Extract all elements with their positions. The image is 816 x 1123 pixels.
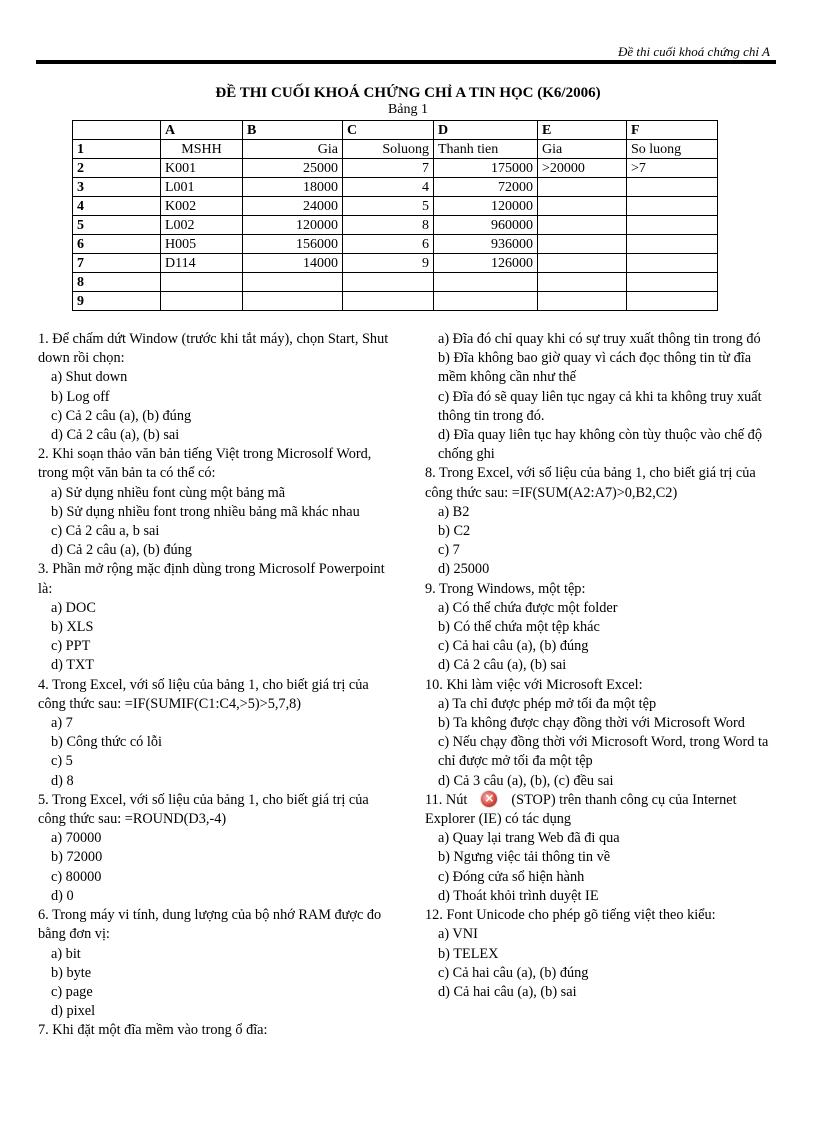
row-number: 5 xyxy=(73,216,161,235)
table-cell xyxy=(538,292,627,311)
option-text: a) DOC xyxy=(51,599,96,616)
option-text: c) 5 xyxy=(51,753,73,770)
row-number: 7 xyxy=(73,254,161,273)
option-text: b) byte xyxy=(51,964,92,981)
table-row xyxy=(73,197,718,216)
answer-option xyxy=(38,714,400,733)
question-stem: 2. Khi soạn thảo văn bản tiếng Việt trong Microsolf Word, trong một văn bản ta có thể có: xyxy=(38,446,372,482)
option-text: d) pixel xyxy=(51,1003,96,1020)
table-cell xyxy=(627,292,718,311)
table-cell: 126000 xyxy=(434,254,538,273)
answer-option xyxy=(425,637,781,656)
table-caption: Bảng 1 xyxy=(387,102,429,117)
table-cell xyxy=(538,273,627,292)
table-cell: H005 xyxy=(161,235,243,254)
table-row xyxy=(73,178,718,197)
table-cell: 120000 xyxy=(243,216,343,235)
table-row xyxy=(73,216,718,235)
left-column xyxy=(38,330,400,1041)
question-4 xyxy=(38,676,400,791)
table-row xyxy=(73,235,718,254)
answer-option xyxy=(38,522,400,541)
answer-option xyxy=(38,887,400,906)
option-text: b) Có thể chứa một tệp khác xyxy=(438,619,600,636)
answer-option xyxy=(38,1002,400,1021)
answer-option xyxy=(425,426,781,464)
answer-option xyxy=(425,388,781,426)
answer-option xyxy=(38,868,400,887)
table-cell: 72000 xyxy=(434,178,538,197)
option-text: d) Cả 2 câu (a), (b) sai xyxy=(438,657,567,674)
question-5 xyxy=(38,791,400,906)
option-text: a) Quay lại trang Web đã đi qua xyxy=(438,830,620,847)
answer-option xyxy=(425,925,781,944)
table-cell: 7 xyxy=(343,159,434,178)
table-cell: Gia xyxy=(538,140,627,159)
option-text: a) bit xyxy=(51,945,81,962)
table-cell: >7 xyxy=(627,159,718,178)
answer-option xyxy=(425,848,781,867)
table-cell: 14000 xyxy=(243,254,343,273)
option-text: c) 80000 xyxy=(51,868,102,885)
question-3 xyxy=(38,560,400,675)
table-cell: 4 xyxy=(343,178,434,197)
question-9 xyxy=(425,580,781,676)
question-2 xyxy=(38,445,400,560)
question-8 xyxy=(425,464,781,579)
option-text: b) 72000 xyxy=(51,849,103,866)
option-text: c) Cả 2 câu a, b sai xyxy=(51,523,160,540)
answer-option xyxy=(425,829,781,848)
row-number: 9 xyxy=(73,292,161,311)
option-text: a) Sử dụng nhiều font cùng một bảng mã xyxy=(51,484,286,501)
question-11 xyxy=(425,791,781,906)
answer-option xyxy=(38,407,400,426)
option-text: d) Đĩa quay liên tục hay không còn tùy thuộc vào chế độ chống ghi xyxy=(438,427,762,463)
table-cell: 9 xyxy=(343,254,434,273)
option-text: a) 70000 xyxy=(51,830,102,847)
table-cell: D114 xyxy=(161,254,243,273)
table-cell xyxy=(434,292,538,311)
table-header-row xyxy=(73,121,718,140)
question-6 xyxy=(38,906,400,1021)
option-text: b) TELEX xyxy=(438,945,499,962)
table-cell xyxy=(627,197,718,216)
answer-option xyxy=(38,656,400,675)
table-cell xyxy=(627,235,718,254)
table-cell: E xyxy=(538,121,627,140)
answer-option xyxy=(38,752,400,771)
answer-option xyxy=(425,983,781,1002)
answer-option xyxy=(38,772,400,791)
answer-option xyxy=(425,503,781,522)
option-text: c) Đóng cửa sổ hiện hành xyxy=(438,868,585,885)
option-text: d) 8 xyxy=(51,772,74,789)
answer-option xyxy=(425,964,781,983)
table-cell: 6 xyxy=(343,235,434,254)
table-cell: Soluong xyxy=(343,140,434,159)
row-number: 3 xyxy=(73,178,161,197)
table-cell: K002 xyxy=(161,197,243,216)
option-text: c) Cả hai câu (a), (b) đúng xyxy=(438,964,589,981)
option-text: b) Log off xyxy=(51,388,110,405)
answer-option xyxy=(38,733,400,752)
table-cell: K001 xyxy=(161,159,243,178)
answer-option xyxy=(425,714,781,733)
table-cell xyxy=(538,235,627,254)
exam-title: ĐỀ THI CUỐI KHOÁ CHỨNG CHỈ A TIN HỌC (K6/2006) xyxy=(215,85,601,101)
table-cell: 936000 xyxy=(434,235,538,254)
row-number: 1 xyxy=(73,140,161,159)
table-cell xyxy=(161,273,243,292)
question-12 xyxy=(425,906,781,1002)
option-text: d) Cả hai câu (a), (b) sai xyxy=(438,983,577,1000)
table-cell xyxy=(434,273,538,292)
question-stem: 7. Khi đặt một đĩa mềm vào trong ổ đĩa: xyxy=(38,1022,268,1039)
table-cell: 24000 xyxy=(243,197,343,216)
table-cell xyxy=(343,273,434,292)
table-cell: L001 xyxy=(161,178,243,197)
stop-icon xyxy=(481,791,497,807)
answer-option xyxy=(38,618,400,637)
answer-option xyxy=(38,945,400,964)
answer-option xyxy=(38,637,400,656)
question-stem: 3. Phần mở rộng mặc định dùng trong Microsolf Powerpoint là: xyxy=(38,561,385,597)
table-cell xyxy=(538,197,627,216)
table-cell xyxy=(627,178,718,197)
answer-option xyxy=(38,426,400,445)
table-cell xyxy=(627,216,718,235)
table-cell xyxy=(243,273,343,292)
table-cell: MSHH xyxy=(161,140,243,159)
option-text: d) Cả 2 câu (a), (b) sai xyxy=(51,427,180,444)
option-text: b) Đĩa không bao giờ quay vì cách đọc thông tin từ đĩa mềm không cần như thế xyxy=(438,350,752,386)
right-column xyxy=(425,330,781,1002)
table-cell xyxy=(73,121,161,140)
table-cell xyxy=(538,216,627,235)
answer-option xyxy=(425,868,781,887)
option-text: d) Thoát khỏi trình duyệt IE xyxy=(438,887,599,904)
option-text: a) VNI xyxy=(438,926,478,943)
question-stem: 10. Khi làm việc với Microsoft Excel: xyxy=(425,676,643,693)
table-cell xyxy=(538,178,627,197)
option-text: a) Shut down xyxy=(51,369,128,386)
option-text: b) Sử dụng nhiều font trong nhiều bảng mã khác nhau xyxy=(51,503,360,520)
option-text: d) 0 xyxy=(51,887,74,904)
answer-option xyxy=(38,503,400,522)
option-text: c) Nếu chạy đồng thời với Microsoft Word, trong Word ta chỉ được mở tối đa một tệp xyxy=(438,734,769,770)
answer-option xyxy=(38,983,400,1002)
answer-option xyxy=(38,964,400,983)
table-cell xyxy=(627,273,718,292)
option-text: c) PPT xyxy=(51,638,91,655)
question-stem: 9. Trong Windows, một tệp: xyxy=(425,580,586,597)
answer-option xyxy=(425,599,781,618)
table-cell xyxy=(243,292,343,311)
option-text: a) 7 xyxy=(51,715,73,732)
question-stem: 8. Trong Excel, với số liệu của bảng 1, cho biết giá trị của công thức sau: =IF(SUM(A2:A7)>0,B2,C2) xyxy=(425,465,756,501)
row-number: 2 xyxy=(73,159,161,178)
table-row xyxy=(73,273,718,292)
question-1 xyxy=(38,330,400,445)
answer-option xyxy=(425,522,781,541)
table-row xyxy=(73,292,718,311)
table-cell: 5 xyxy=(343,197,434,216)
table-cell: 175000 xyxy=(434,159,538,178)
answer-option xyxy=(425,330,781,349)
table-cell xyxy=(161,292,243,311)
answer-option xyxy=(38,541,400,560)
table-cell: 960000 xyxy=(434,216,538,235)
answer-option xyxy=(425,695,781,714)
table-cell: 156000 xyxy=(243,235,343,254)
table-cell: Gia xyxy=(243,140,343,159)
row-number: 8 xyxy=(73,273,161,292)
answer-option xyxy=(425,887,781,906)
table-cell: 18000 xyxy=(243,178,343,197)
answer-option xyxy=(425,560,781,579)
answer-option xyxy=(38,848,400,867)
question-stem: 6. Trong máy vi tính, dung lượng của bộ nhớ RAM được đo bằng đơn vị: xyxy=(38,907,382,943)
option-text: a) Có thể chứa được một folder xyxy=(438,599,618,616)
answer-option xyxy=(425,772,781,791)
answer-option xyxy=(38,829,400,848)
table-cell: C xyxy=(343,121,434,140)
option-text: c) 7 xyxy=(438,542,460,559)
table-row xyxy=(73,140,718,159)
question-stem: 12. Font Unicode cho phép gõ tiếng việt theo kiểu: xyxy=(425,907,716,924)
table-cell: 25000 xyxy=(243,159,343,178)
header-rule xyxy=(36,61,776,64)
answer-option xyxy=(425,349,781,387)
question-7 xyxy=(38,1021,400,1040)
running-header: Đề thi cuối khoá chứng chỉ A xyxy=(36,44,776,61)
option-text: c) Đĩa đó sẽ quay liên tục ngay cả khi ta không truy xuất thông tin trong đó. xyxy=(438,388,762,424)
table-cell: B xyxy=(243,121,343,140)
answer-option xyxy=(38,388,400,407)
option-text: c) Cả hai câu (a), (b) đúng xyxy=(438,638,589,655)
option-text: b) XLS xyxy=(51,619,94,636)
option-text: d) Cả 2 câu (a), (b) đúng xyxy=(51,542,192,559)
table-cell xyxy=(627,254,718,273)
table-cell: So luong xyxy=(627,140,718,159)
option-text: d) Cả 3 câu (a), (b), (c) đều sai xyxy=(438,772,614,789)
table-cell xyxy=(343,292,434,311)
question-stem: 5. Trong Excel, với số liệu của bảng 1, cho biết giá trị của công thức sau: =ROUND(D3,-4) xyxy=(38,791,369,828)
option-text: a) Đĩa đó chỉ quay khi có sự truy xuất thông tin trong đó xyxy=(438,331,761,347)
table-cell: Thanh tien xyxy=(434,140,538,159)
answer-option xyxy=(425,618,781,637)
table-cell: D xyxy=(434,121,538,140)
answer-option xyxy=(38,368,400,387)
table-cell: F xyxy=(627,121,718,140)
row-number: 4 xyxy=(73,197,161,216)
stem-part: 11. Nút xyxy=(425,791,468,808)
table-cell: A xyxy=(161,121,243,140)
table-cell: >20000 xyxy=(538,159,627,178)
option-text: a) B2 xyxy=(438,503,470,520)
option-text: b) Công thức có lỗi xyxy=(51,734,162,751)
table-cell: 120000 xyxy=(434,197,538,216)
answer-option xyxy=(425,541,781,560)
table-cell xyxy=(538,254,627,273)
option-text: b) C2 xyxy=(438,523,471,540)
table-row xyxy=(73,254,718,273)
answer-option xyxy=(425,733,781,771)
option-text: b) Ngưng việc tải thông tin về xyxy=(438,849,611,866)
option-text: d) 25000 xyxy=(438,561,490,578)
question-7-options xyxy=(425,330,781,464)
data-table xyxy=(72,120,718,311)
question-stem: 4. Trong Excel, với số liệu của bảng 1, cho biết giá trị của công thức sau: =IF(SUMIF(C1:C4,>5)>5,7,8) xyxy=(38,676,369,712)
table-cell: 8 xyxy=(343,216,434,235)
table-cell: L002 xyxy=(161,216,243,235)
answer-option xyxy=(38,599,400,618)
question-stem xyxy=(425,791,781,829)
option-text: d) TXT xyxy=(51,657,95,674)
option-text: c) Cả 2 câu (a), (b) đúng xyxy=(51,407,192,424)
answer-option xyxy=(425,656,781,675)
option-text: b) Ta không được chạy đồng thời với Microsoft Word xyxy=(438,715,745,732)
option-text: a) Ta chỉ được phép mở tối đa một tệp xyxy=(438,695,657,712)
row-number: 6 xyxy=(73,235,161,254)
option-text: c) page xyxy=(51,983,93,1000)
table-row xyxy=(73,159,718,178)
stem-part: (STOP) trên thanh công cụ của Internet Explorer (IE) có tác dụng xyxy=(425,791,737,828)
answer-option xyxy=(38,484,400,503)
answer-option xyxy=(425,945,781,964)
question-10 xyxy=(425,676,781,791)
question-stem: 1. Để chấm dứt Window (trước khi tắt máy), chọn Start, Shut down rồi chọn: xyxy=(38,331,389,367)
